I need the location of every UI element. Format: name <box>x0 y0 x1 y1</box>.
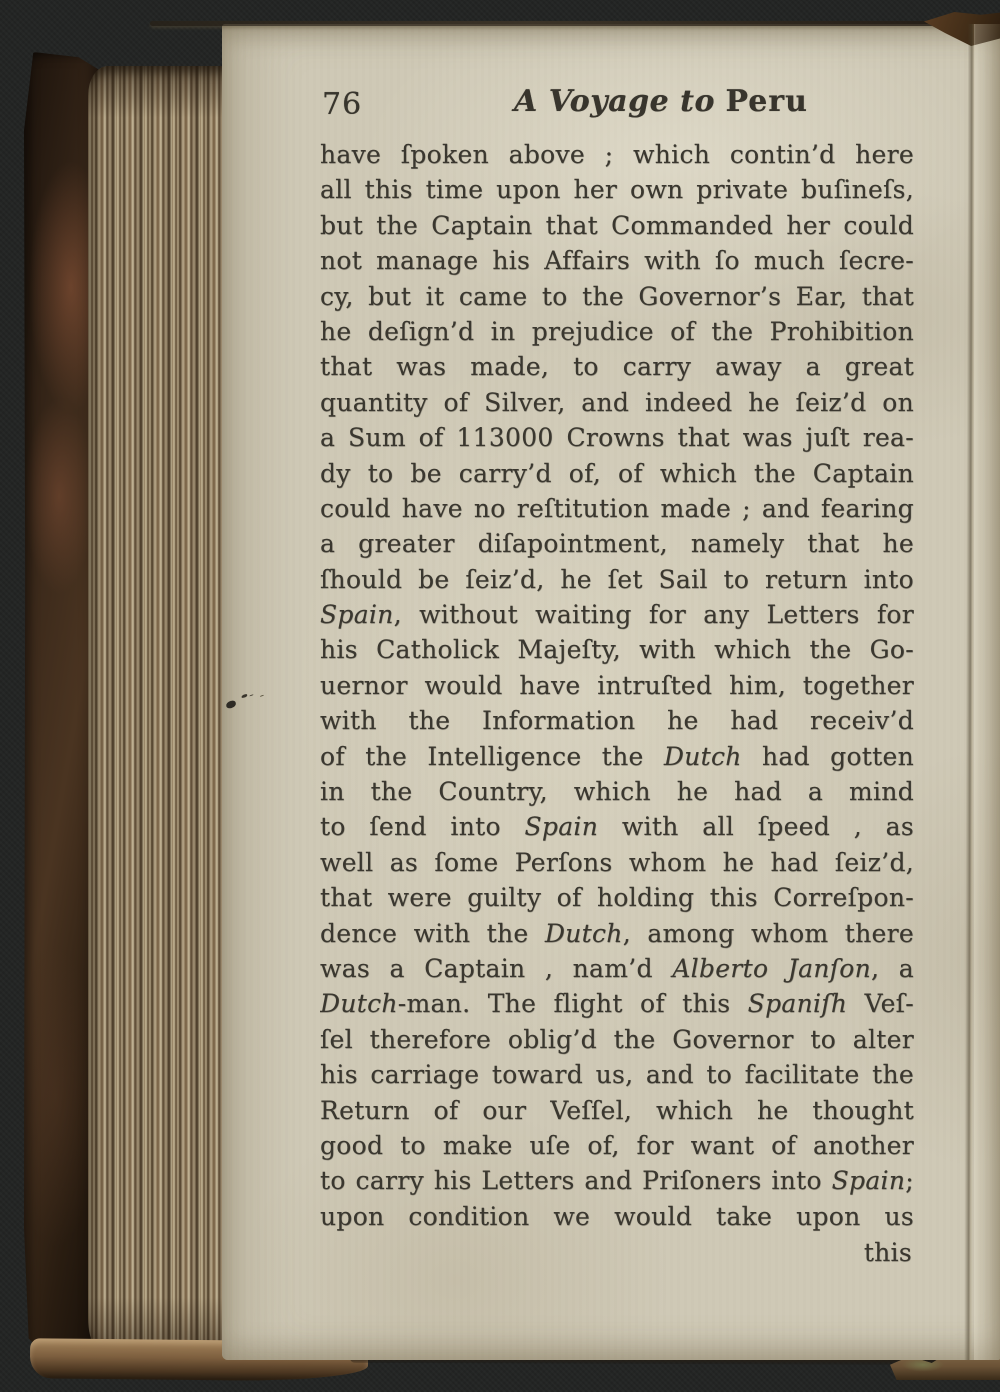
text-line: that were guilty of holding this Correſpon- <box>320 883 914 913</box>
text-line: in the Country, which he had a mind <box>320 777 914 807</box>
text-line: Spain, without waiting for any Letters for <box>320 600 914 630</box>
text-line: all this time upon her own private buſineſs, <box>320 175 914 205</box>
page-top-edge <box>150 21 1000 26</box>
text-line: not manage his Affairs with ſo much ſecre- <box>320 246 914 276</box>
text-line: but the Captain that Commanded her could <box>320 210 914 240</box>
text-line: dy to be carry’d of, of which the Captain <box>320 458 914 488</box>
text-line: with the Information he had receiv’d <box>320 706 914 736</box>
text-line: cy, but it came to the Governor’s Ear, that <box>320 281 914 311</box>
text-line: Return of our Veſſel, which he thought <box>320 1095 914 1125</box>
text-line: Dutch-man. The flight of this Spaniſh Veſ- <box>320 989 914 1019</box>
text-line: uernor would have intruſted him, together <box>320 670 914 700</box>
text-line: to ſend into Spain with all ſpeed , as <box>320 812 914 842</box>
running-title-roman: Peru <box>725 84 808 119</box>
text-line: could have no reſtitution made ; and fearing <box>320 493 914 523</box>
text-line: well as ſome Perſons whom he had ſeiz’d, <box>320 847 914 877</box>
text-line: dence with the Dutch, among whom there <box>320 918 914 948</box>
text-line: that was made, to carry away a great <box>320 352 914 382</box>
text-line: he deſign’d in prejudice of the Prohibition <box>320 316 914 346</box>
text-line: ſhould be ſeiz’d, he ſet Sail to return into <box>320 564 914 594</box>
text-line: ſel therefore oblig’d the Governor to alter <box>320 1024 914 1054</box>
page-header <box>320 84 914 126</box>
catchword: this <box>863 1238 912 1267</box>
text-line: have ſpoken above ; which contin’d here <box>320 140 914 169</box>
adjacent-page-sliver <box>974 24 1000 1360</box>
page-edge-stack <box>88 66 238 1362</box>
text-line: his carriage toward us, and to facilitate the <box>320 1060 914 1090</box>
text-line: was a Captain , nam’d Alberto Janſon, a <box>320 953 914 983</box>
text-line: quantity of Silver, and indeed he ſeiz’d on <box>320 387 914 417</box>
text-line: of the Intelligence the Dutch had gotten <box>320 741 914 771</box>
body-text <box>320 137 914 1234</box>
text-line: a greater diſapointment, namely that he <box>320 529 914 559</box>
text-line: good to make uſe of, for want of another <box>320 1130 914 1160</box>
text-line: a Sum of 113000 Crowns that was juſt rea- <box>320 423 914 453</box>
running-title <box>364 84 958 119</box>
text-line: to carry his Letters and Priſoners into Spain; <box>320 1166 914 1196</box>
text-line: upon condition we would take upon us <box>320 1201 914 1231</box>
running-title-italic: A Voyage to <box>514 84 716 119</box>
margin-ink-mark <box>224 694 272 712</box>
page-number: 76 <box>322 87 363 122</box>
text-line: his Catholick Majeſty, with which the Go- <box>320 635 914 665</box>
